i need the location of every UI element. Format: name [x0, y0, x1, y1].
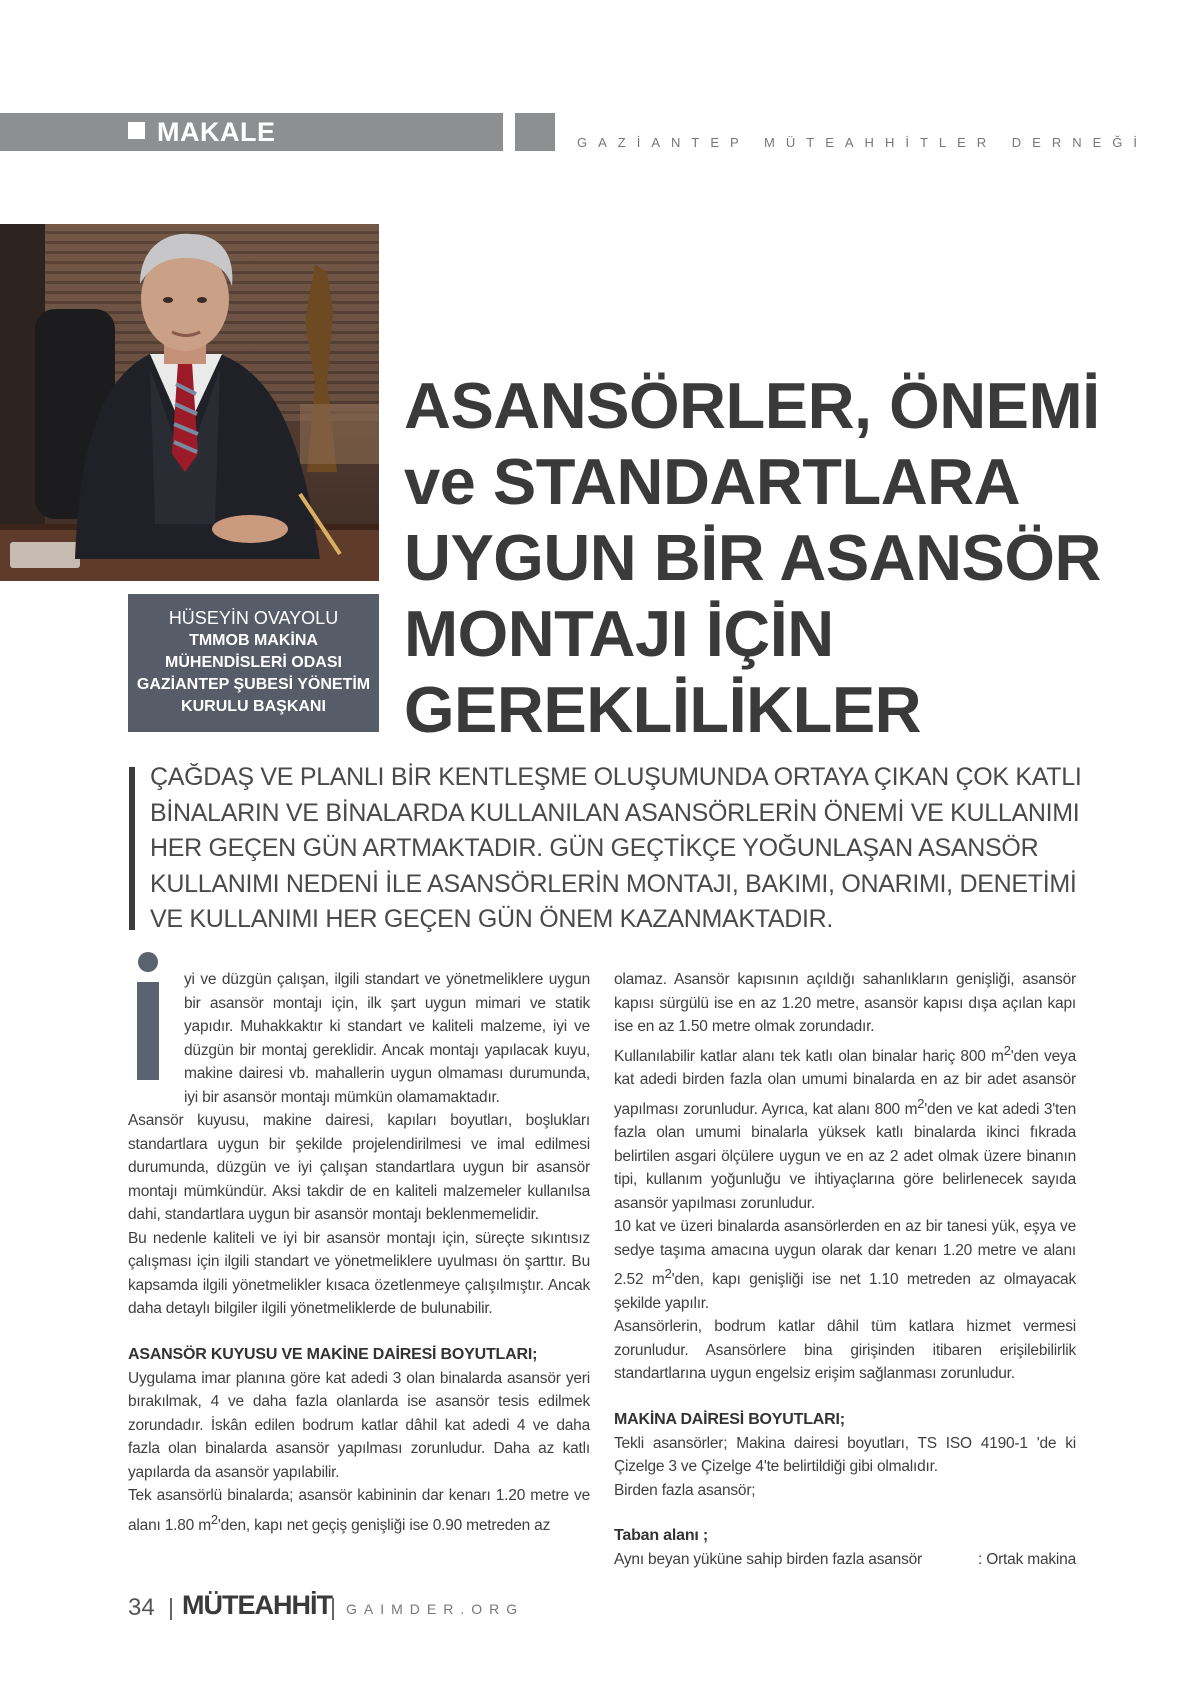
- section-label: MAKALE: [157, 117, 276, 147]
- author-title-line: GAZİANTEP ŞUBESİ YÖNETİM: [136, 676, 371, 693]
- paragraph: 10 kat ve üzeri binalarda asansörlerden en az bir tanesi yük, eşya ve sedye taşıma amacına uygun olarak dar kenarı 1.20 metre ve alanı 2.52 $m^2'den$, kapı genişliği ise net 1.10 metreden az olmayacak şekilde yapılır.: [614, 1218, 1076, 1312]
- headline-line: MONTAJI İÇİN: [404, 597, 834, 670]
- right-column: [614, 968, 1076, 1572]
- footer-divider: [332, 1598, 334, 1620]
- sub-heading: Taban alanı ;: [614, 1527, 709, 1545]
- footer-divider: [170, 1598, 172, 1620]
- spec-value: : Ortak makina: [978, 1551, 1076, 1569]
- paragraph: Kullanılabilir katlar alanı tek katlı olan binalar hariç 800 $m^2'den$ veya kat adedi birden fazla olan umumi binalarda en az bir adet asansör yapılması zorunludur. Ayrıca, kat alanı 800 $m^2'den$ ve kat adedi 3'ten fazla olan umumi binalarla yüksek katlı binalarda ikinci fıkrada belirtilen asgari ölçülere uygun ve en az 2 adet olmak üzere binanın tipi, kullanım yoğunluğu ve ihtiyaçlarına göre belirlenecek sayıda asansör yapılması zorunludur.: [614, 1042, 1076, 1212]
- author-title-line: MÜHENDİSLERİ ODASI: [165, 654, 342, 671]
- author-title-line: TMMOB MAKİNA: [189, 632, 318, 649]
- headline-line: ASANSÖRLER, ÖNEMİ: [404, 369, 1100, 442]
- headline-line: GEREKLİLİKLER: [404, 673, 922, 746]
- page-number: 34: [128, 1594, 155, 1621]
- paragraph: Birden fazla asansör;: [614, 1481, 756, 1499]
- spec-row: [614, 1548, 1076, 1572]
- author-title-line: KURULU BAŞKANI: [181, 698, 326, 715]
- author-box: [128, 594, 379, 732]
- header-block: [515, 113, 555, 151]
- left-column: [128, 968, 590, 1537]
- author-name: HÜSEYİN OVAYOLU: [168, 608, 339, 628]
- paragraph: Uygulama imar planına göre kat adedi 3 olan binalarda asansör yeri bırakılmak, 4 ve daha fazla olanlarda ise asansör tesis edilmek zorundadır. İskân edilen bodrum katlar dâhil kat adedi 4 ve daha fazla olan binalarda asansör yapılması zorunludur. Daha az katlı yapılarda da asansör yapılabilir.: [128, 1369, 590, 1481]
- lead-accent-bar: [129, 767, 135, 930]
- website-link[interactable]: GAIMDER.ORG: [346, 1601, 525, 1617]
- article-headline: [404, 368, 1104, 748]
- section-heading: ASANSÖR KUYUSU VE MAKİNE DAİRESİ BOYUTLARI;: [128, 1345, 538, 1363]
- paragraph: Tek asansörlü binalarda; asansör kabininin dar kenarı 1.20 metre ve alanı 1.80 $m^2'den$, kapı net geçiş genişliği ise 0.90 metreden az: [128, 1487, 590, 1534]
- spec-label: Aynı beyan yüküne sahip birden fazla asansör: [614, 1551, 923, 1569]
- lead-paragraph: ÇAĞDAŞ VE PLANLI BİR KENTLEŞME OLUŞUMUNDA ORTAYA ÇIKAN ÇOK KATLI BİNALARIN VE BİNALARDA KULLANILAN ASANSÖRLERİN ÖNEMİ VE KULLANIMI HER GEÇEN GÜN ARTMAKTADIR. GÜN GEÇTİKÇE YOĞUNLAŞAN ASANSÖR KULLANIMI NEDENİ İLE ASANSÖRLERİN MONTAJI, BAKIMI, ONARIMI, DENETİMİ VE KULLANIMI HER GEÇEN GÜN ÖNEM KAZANMAKTADIR.: [150, 763, 1082, 933]
- paragraph: olamaz. Asansör kapısının açıldığı sahanlıkların genişliği, asansör kapısı sürgülü ise en az 1.20 metre, asansör kapısı dışa açılan kapı ise en az 1.50 metre olmak zorundadır.: [614, 971, 1076, 1035]
- section-heading: MAKİNA DAİRESİ BOYUTLARI;: [614, 1410, 845, 1428]
- magazine-logo: MÜTEAHHİT: [182, 1590, 332, 1620]
- paragraph: Tekli asansörler; Makina dairesi boyutları, TS ISO 4190-1 'de ki Çizelge 3 ve Çizelge 4'te belirtildiği gibi olmalıdır.: [614, 1434, 1076, 1476]
- headline-line: ve STANDARTLARA: [404, 445, 1021, 518]
- author-photo: [0, 224, 379, 581]
- headline-line: UYGUN BİR ASANSÖR: [404, 521, 1101, 594]
- paragraph: yi ve düzgün çalışan, ilgili standart ve yönetmeliklere uygun bir asansör montajı için, ilk şart uygun mimari ve statik yapıdır. Muhakkaktır ki standart ve kaliteli malzeme, iyi ve düzgün bir montaj gereklidir. Ancak montajı yapılacak kuyu, makine dairesi vb. mahallerin uygun olmaması durumunda, iyi bir asansör montajı mümkün olamamaktadır.: [184, 971, 590, 1106]
- org-name: GAZİANTEP MÜTEAHHİTLER DERNEĞİ: [577, 135, 1149, 150]
- paragraph: Asansörlerin, bodrum katlar dâhil tüm katlara hizmet vermesi zorunludur. Asansörlere bina girişinden itibaren erişilebilirlik standartlarına uygun engelsiz erişim sağlanması zorunludur.: [614, 1318, 1076, 1383]
- paragraph: Bu nedenle kaliteli ve iyi bir asansör montajı için, süreçte sıkıntısız çalışması için ilgili standart ve yönetmeliklere uyulması ön şarttır. Bu kapsamda ilgili yönetmelikler kısaca özetlenmeye çalışılmıştır. Ancak daha detaylı bilgiler ilgili yönetmeliklerde de bulunabilir.: [128, 1229, 590, 1317]
- paragraph: Asansör kuyusu, makine dairesi, kapıları boyutları, boşlukları standartlara uygun bir şekilde projelendirilmesi ve imal edilmesi durumunda, düzgün ve iyi çalışan standartlara uygun bir asansör montajı mümkündür. Aksi takdir de en kaliteli malzemeler kullanılsa dahi, standartlara uygun bir asansör montajı beklenmemelidir.: [128, 1112, 590, 1223]
- section-square-icon: [128, 122, 145, 139]
